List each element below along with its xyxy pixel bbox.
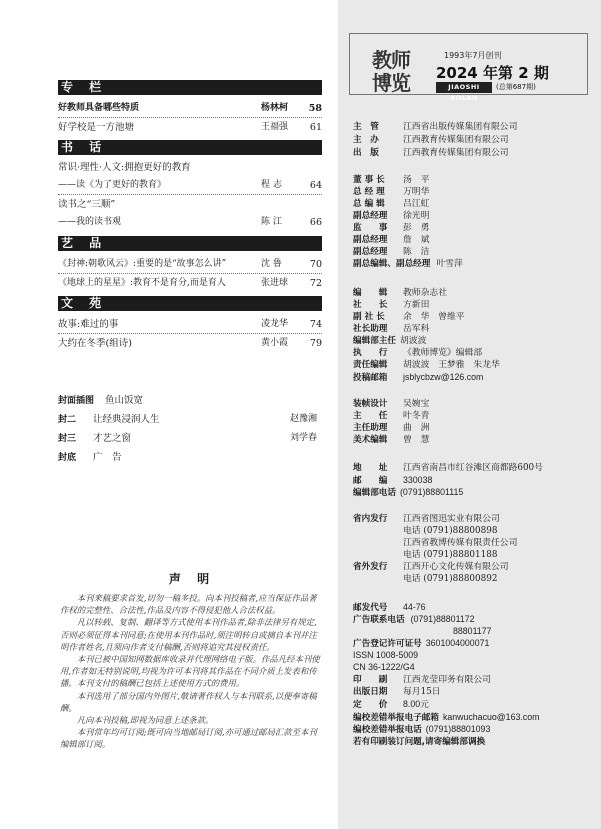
info-row: 88801177 — [453, 626, 492, 636]
design-row: 美术编辑 曾 慧 — [353, 435, 430, 445]
statement-paragraph: 本刊来稿要求首发,切勿一稿多投。向本刊投稿者,应当保证作品著作权的完整性、合法性,作品及内容不得侵犯他人合法权益。 — [60, 593, 317, 616]
toc-entry-author: 杨林柯 — [261, 103, 289, 113]
statement-title: 声 明 — [168, 572, 216, 586]
magazine-logo — [372, 44, 428, 94]
address-row: 邮 编 330038 — [353, 475, 433, 486]
toc-entry-author: 程 志 — [261, 180, 282, 190]
toc-entry[interactable] — [58, 318, 322, 332]
info-row: 邮发代号 44-76 — [353, 602, 426, 613]
publisher-row: 主 管 江西省出版传媒集团有限公司 — [353, 122, 518, 132]
statement-paragraph: 本刊选用了部分国内外图片,敬请著作权人与本刊联系,以便奉寄稿酬。 — [60, 690, 317, 713]
distribution-row: 省内发行 江西省图迅实业有限公司 — [353, 514, 500, 524]
section-header-wenyuan: 文 苑 — [58, 296, 322, 311]
statement-paragraph: 本刊已被中国知网数据库收录并代理网络电子版。作品凡经本刊使用,作者如无特别说明,均视为许可本刊将其作品在不同介质上发表和传播。本刊支付的稿酬已包括上述使用方式的费用。 — [60, 654, 320, 689]
toc-entry-author: 凌龙华 — [261, 319, 289, 329]
distribution-row: 电话 (0791)88800898 — [403, 526, 498, 536]
divider — [58, 194, 322, 195]
board-row: 总 编 辑 吕江虹 — [353, 199, 430, 209]
misc-label: 封面插图 — [58, 396, 95, 406]
editorial-row: 社 长 方新田 — [353, 300, 430, 310]
divider — [58, 117, 322, 118]
design-row: 主任助理 曲 洲 — [353, 423, 430, 433]
toc-entry[interactable] — [58, 277, 322, 291]
editorial-row: 编 辑 教师杂志社 — [353, 288, 447, 298]
statement-paragraph: 凡以转载、复制、翻译等方式使用本刊作品者,除非法律另有规定,否则必须征得本刊同意;在使用本刊作品时,须注明转自或摘自本刊并注明作者姓名,且须向作者支付稿酬,否则将追究其侵权责任。 — [60, 617, 317, 652]
cover3-entry[interactable] — [58, 432, 322, 446]
editorial-row[interactable]: 投稿邮箱 jsblycbzw@126.com — [353, 372, 484, 383]
board-row: 副总编辑、副总经理 叶雪萍 — [353, 259, 463, 269]
issn: ISSN 1008-5009 — [353, 650, 419, 660]
toc-entry-title: 读书之“三顺” — [58, 199, 116, 210]
toc-entry-page: 58 — [308, 103, 322, 114]
toc-entry-title: 好教师具备哪些特质 — [58, 103, 140, 113]
statement-paragraph: 本刊常年均可订阅;既可向当地邮局订阅,亦可通过邮局汇款至本刊编辑部订阅。 — [60, 727, 317, 750]
publisher-row: 出 版 江西教育传媒集团有限公司 — [353, 148, 509, 158]
toc-entry[interactable] — [58, 102, 322, 116]
info-row: 广告登记许可证号 3601004000071 — [353, 638, 490, 649]
toc-entry[interactable] — [58, 179, 322, 193]
address-row: 编辑部电话 (0791)88801115 — [353, 487, 464, 498]
toc-entry[interactable] — [58, 161, 322, 175]
section-header-yipin: 艺 品 — [58, 236, 322, 251]
board-row: 监 事 彭 勇 — [353, 223, 430, 233]
toc-entry-title: 《地球上的星星》:教育不是育分,而是育人 — [58, 278, 226, 288]
address-row: 地 址 江西省南昌市红谷滩区商都路600号 — [353, 463, 543, 473]
editorial-row: 副 社 长 余 华 曾维平 — [353, 312, 465, 322]
toc-entry-page: 72 — [309, 278, 322, 289]
distribution-row: 电话 (0791)88801188 — [403, 550, 498, 560]
info-row: 出版日期 每月15日 — [353, 687, 441, 697]
toc-entry-page: 64 — [309, 180, 322, 191]
toc-entry[interactable] — [58, 337, 322, 351]
info-row: 广告联系电话 (0791)88801172 — [353, 614, 475, 625]
design-row: 主 任 叶冬青 — [353, 411, 430, 421]
info-row: 编校差错举报电话 (0791)88801093 — [353, 724, 491, 735]
distribution-row: 省外发行 江西开心文化传媒有限公司 — [353, 562, 509, 572]
cover2-entry[interactable] — [58, 413, 322, 427]
editorial-row: 责任编辑 胡波波 王梦雅 朱龙华 — [353, 360, 500, 370]
founded-date: 1993年7月创刊 — [444, 51, 502, 60]
info-row: 定 价 8.00元 — [353, 699, 429, 710]
total-issue: (总第687期) — [496, 83, 536, 91]
toc-entry-author: 黄小霞 — [261, 338, 289, 348]
toc-entry[interactable] — [58, 258, 322, 272]
info-row[interactable]: 编校差错举报电子邮箱 kanwuchacuo@163.com — [353, 712, 540, 723]
misc-author: 刘学春 — [290, 433, 318, 443]
logo-line2: 博览 — [372, 71, 410, 95]
toc-entry[interactable] — [58, 121, 322, 135]
cover-illustration-entry[interactable] — [58, 394, 143, 408]
toc-entry-subtitle: ——我的读书观 — [58, 217, 122, 227]
board-row: 总 经 理 万明华 — [353, 187, 430, 197]
divider — [58, 333, 322, 334]
toc-entry-page: 70 — [309, 259, 322, 270]
misc-author: 赵豫湘 — [290, 414, 318, 424]
issue-number: 2024 年第 2 期 — [436, 64, 549, 82]
pinyin-title: JIAOSHI BOLAN — [436, 82, 492, 93]
section-header-shuhua: 书 话 — [58, 140, 322, 155]
misc-label: 封二 — [58, 415, 77, 425]
toc-entry-title: 常识·理性·人文:拥抱更好的教育 — [58, 162, 191, 173]
toc-entry-title: 故事:难过的事 — [58, 319, 119, 330]
toc-entry[interactable] — [58, 216, 322, 230]
toc-entry-subtitle: ——读《为了更好的教育》 — [58, 180, 167, 190]
misc-label: 封三 — [58, 434, 77, 444]
toc-entry-page: 79 — [309, 338, 322, 349]
editorial-row: 执 行 《教师博览》编辑部 — [353, 348, 483, 358]
logo-line1: 教师 — [372, 48, 410, 72]
toc-entry[interactable] — [58, 198, 322, 212]
toc-entry-title: 《封神:朝歌风云》:重要的是“故事怎么讲” — [58, 259, 227, 269]
printing-notice: 若有印刷装订问题,请寄编辑部调换 — [353, 737, 486, 747]
info-row: 印 刷 江西龙莹印务有限公司 — [353, 675, 491, 685]
board-row: 副总经理 詹 斌 — [353, 235, 430, 245]
editorial-row: 社长助理 岳军科 — [353, 324, 430, 334]
misc-label: 封底 — [58, 453, 77, 463]
editorial-row: 编辑部主任 胡波波 — [353, 336, 427, 346]
toc-entry-author: 沈 鲁 — [261, 259, 282, 269]
statement-body — [60, 592, 322, 751]
toc-entry-page: 66 — [309, 217, 322, 228]
board-row: 副总经理 徐光明 — [353, 211, 430, 221]
section-header-zhuanlan: 专 栏 — [58, 80, 322, 95]
toc-entry-author: 陈 江 — [261, 217, 282, 227]
toc-entry-page: 61 — [309, 122, 322, 133]
toc-entry-title: 大约在冬季(组诗) — [58, 338, 132, 349]
board-row: 副总经理 陈 洁 — [353, 247, 430, 257]
distribution-row: 江西省教博传媒有限责任公司 — [403, 538, 518, 548]
divider — [58, 273, 322, 274]
cn-number: CN 36-1222/G4 — [353, 662, 415, 672]
toc-entry-author: 王福强 — [261, 122, 289, 132]
misc-title: 让经典浸润人生 — [93, 414, 160, 425]
toc-entry-author: 张进球 — [261, 278, 289, 288]
toc-entry-title: 好学校是一方池塘 — [58, 122, 135, 133]
toc-entry-page: 74 — [309, 319, 322, 330]
distribution-row: 电话 (0791)88800892 — [403, 574, 498, 584]
misc-title: 才艺之窗 — [93, 433, 132, 444]
misc-title: 鱼山饭宽 — [105, 395, 144, 406]
design-row: 装帧设计 吴婉宝 — [353, 399, 430, 409]
board-row: 董 事 长 汤 平 — [353, 175, 430, 185]
statement-paragraph: 凡向本刊投稿,即视为同意上述条款。 — [76, 715, 214, 726]
misc-title: 广 告 — [93, 452, 122, 463]
publisher-row: 主 办 江西教育传媒集团有限公司 — [353, 135, 509, 145]
back-cover-entry[interactable] — [58, 451, 122, 465]
